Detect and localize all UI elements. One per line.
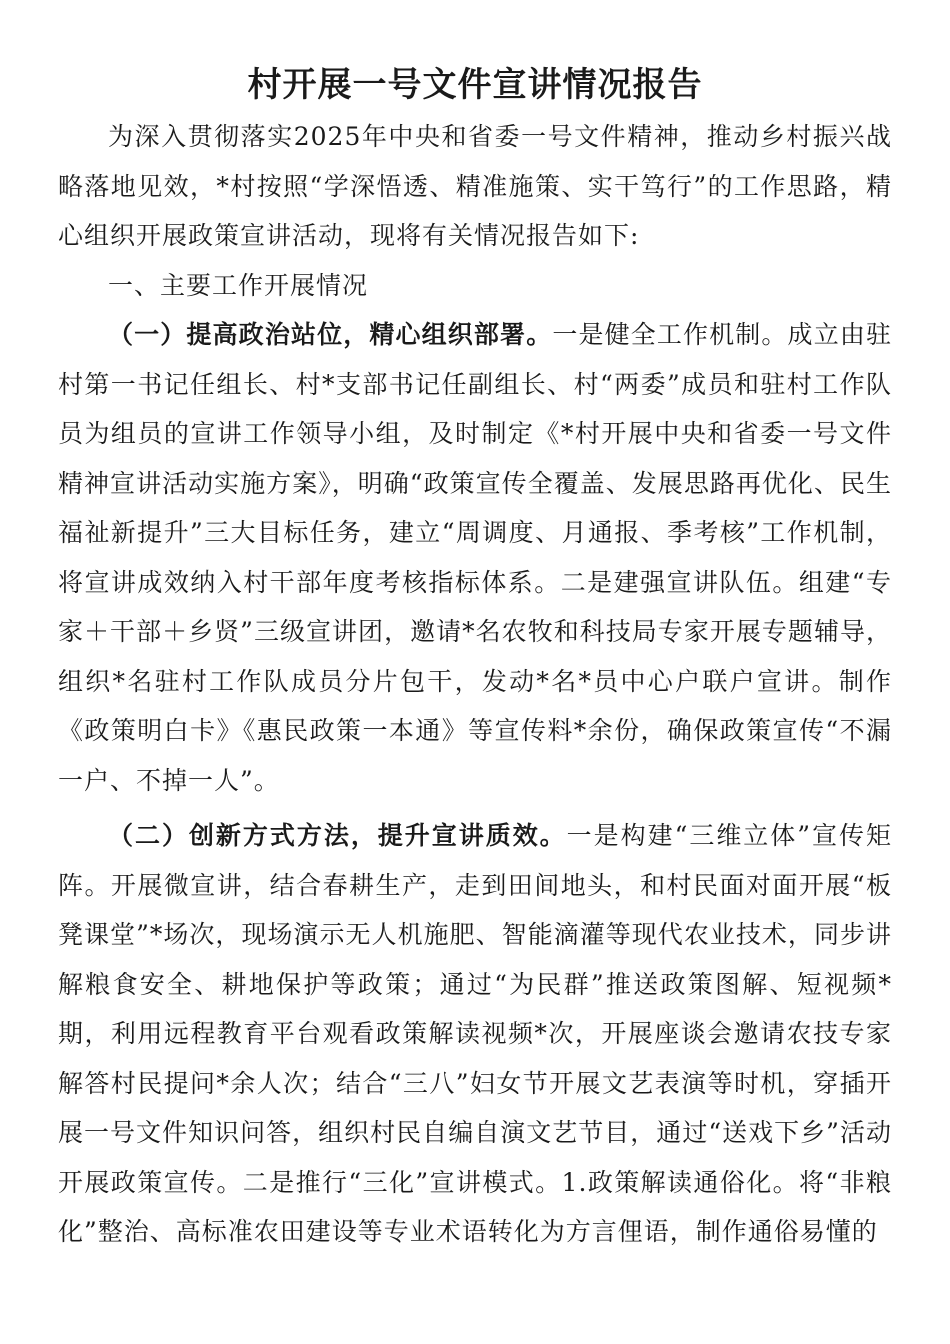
subsection-2-paragraph [58,811,892,1257]
subsection-1-body: 一是健全工作机制。成立由驻村第一书记任组长、村*支部书记任副组长、村“两委”成员和驻村工作队员为组员的宣讲工作领导小组，及时制定《*村开展中央和省委一号文件精神宣讲活动实施方案》，明确“政策宣传全覆盖、发展思路再优化、民生福祉新提升”三大目标任务，建立“周调度、月通报、季考核”工作机制，将宣讲成效纳入村干部年度考核指标体系。二是建强宣讲队伍。组建“专家＋干部＋乡贤”三级宣讲团，邀请*名农牧和科技局专家开展专题辅导，组织*名驻村工作队成员分片包干，发动*名*员中心户联户宣讲。制作《政策明白卡》《惠民政策一本通》等宣传料*余份，确保政策宣传“不漏一户、不掉一人”。 [58,320,892,795]
intro-paragraph: 为深入贯彻落实2025年中央和省委一号文件精神，推动乡村振兴战略落地见效，*村按照“学深悟透、精准施策、实干笃行”的工作思路，精心组织开展政策宣讲活动，现将有关情况报告如下: [58,122,892,250]
document-page [58,60,892,1257]
subsection-2-body: 一是构建“三维立体”宣传矩阵。开展微宣讲，结合春耕生产，走到田间地头，和村民面对面开展“板凳课堂”*场次，现场演示无人机施肥、智能滴灌等现代农业技术，同步讲解粮食安全、耕地保护等政策；通过“为民群”推送政策图解、短视频*期，利用远程教育平台观看政策解读视频*次，开展座谈会邀请农技专家解答村民提问*余人次；结合“三八”妇女节开展文艺表演等时机，穿插开展一号文件知识问答，组织村民自编自演文艺节目，通过“送戏下乡”活动开展政策宣传。二是推行“三化”宣讲模式。1.政策解读通俗化。将“非粮化”整治、高标准农田建设等专业术语转化为方言俚语，制作通俗易懂的 [58,821,892,1246]
subsection-2-lead: （二）创新方式方法，提升宣讲质效。 [108,821,567,850]
subsection-1-lead: （一）提高政治站位，精心组织部署。 [108,320,553,349]
subsection-1-paragraph [58,310,892,805]
document-title: 村开展一号文件宣讲情况报告 [247,65,703,105]
section-heading: 一、主要工作开展情况 [108,270,369,300]
